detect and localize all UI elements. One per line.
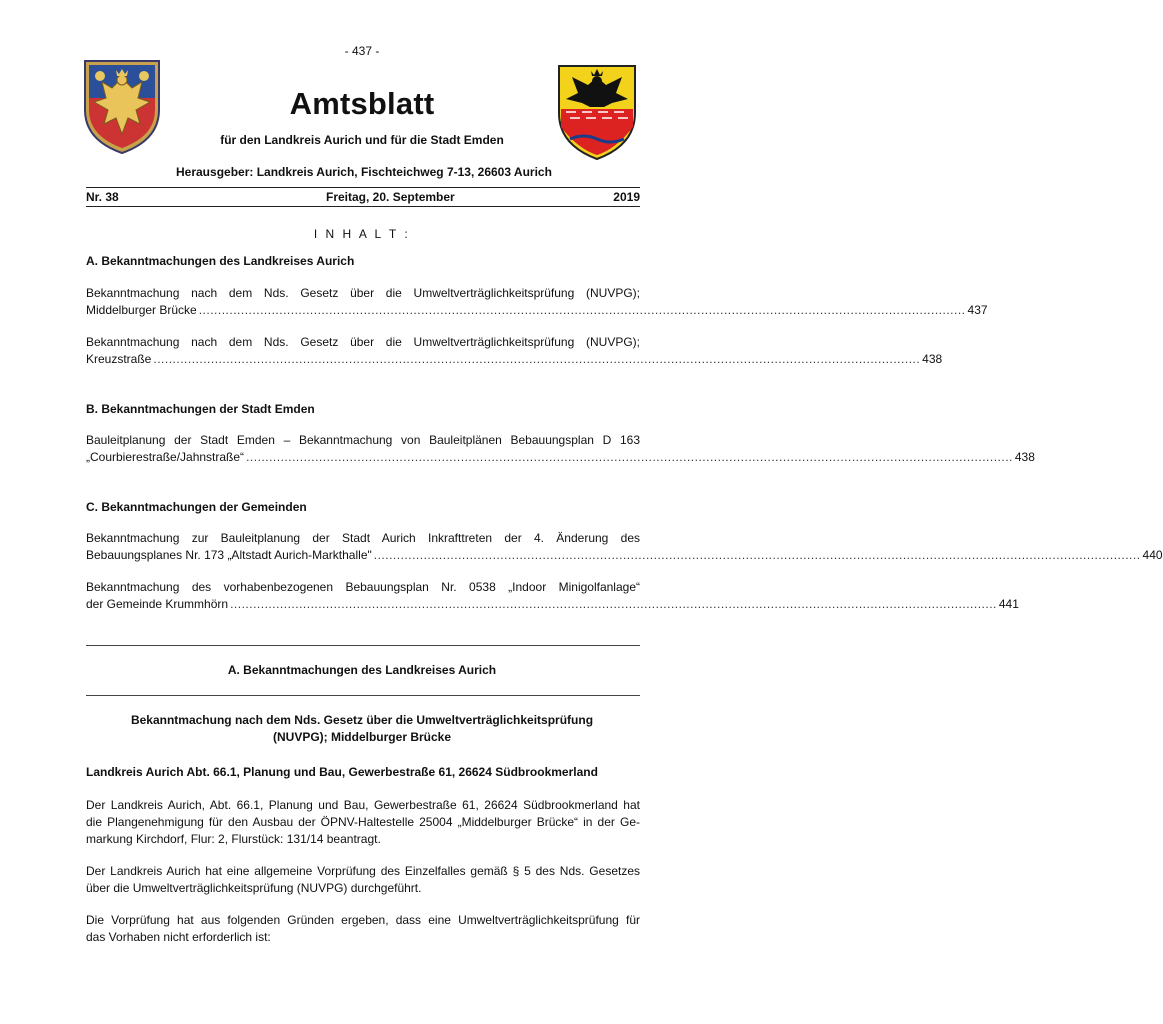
toc-heading: I N H A L T : bbox=[313, 227, 411, 241]
toc-section-b-title: B. Bekanntmachungen der Stadt Emden bbox=[86, 402, 315, 416]
paragraph bbox=[86, 912, 640, 946]
toc-entry-page: 441 bbox=[998, 597, 1019, 611]
toc-entry[interactable] bbox=[86, 432, 1035, 466]
toc-entry-line2: Bebauungsplanes Nr. 173 „Altstadt Aurich-Markthalle" bbox=[86, 548, 372, 562]
toc-entry-line2: „Courbierestraße/Jahnstraße“ bbox=[86, 450, 245, 464]
leader-dots: ........................................................................................................................................................................................................ bbox=[246, 450, 1013, 464]
paragraph bbox=[86, 863, 640, 897]
divider bbox=[86, 645, 640, 646]
paragraph-line: Der Landkreis Aurich hat eine allgemeine Vorprüfung des Einzelfalles gemäß § 5 des Nds. Gesetzes bbox=[86, 864, 640, 878]
paragraph-line: Die Vorprüfung hat aus folgenden Gründen ergeben, dass eine Umweltverträglichkeitsprüfung für bbox=[86, 913, 640, 927]
toc-entry-page: 437 bbox=[967, 303, 988, 317]
paragraph-line: über die Umweltverträglichkeitsprüfung (NUVPG) durchgeführt. bbox=[86, 881, 422, 895]
toc-entry-line1: Bauleitplanung der Stadt Emden – Bekanntmachung von Bauleitplänen Bebauungsplan D 163 bbox=[86, 433, 640, 447]
toc-entry[interactable] bbox=[86, 285, 988, 319]
paragraph bbox=[86, 797, 640, 848]
gazette-title: Amtsblatt bbox=[289, 86, 435, 121]
article-title-line1: Bekanntmachung nach dem Nds. Gesetz über die Umweltverträglichkeitsprüfung bbox=[130, 713, 594, 727]
toc-entry-line1: Bekanntmachung zur Bauleitplanung der Stadt Aurich Inkrafttreten der 4. Änderung des bbox=[86, 531, 640, 545]
toc-entry[interactable] bbox=[86, 579, 1019, 613]
article-title-line2: (NUVPG); Middelburger Brücke bbox=[272, 730, 452, 744]
toc-entry-line1: Bekanntmachung nach dem Nds. Gesetz über die Umweltverträglichkeitsprüfung (NUVPG); bbox=[86, 286, 640, 300]
issue-date: Freitag, 20. September bbox=[326, 190, 455, 204]
issue-year: 2019 bbox=[613, 190, 640, 204]
issue-bar bbox=[86, 187, 640, 207]
toc-entry-line2: der Gemeinde Krummhörn bbox=[86, 597, 229, 611]
toc-section-a-title: A. Bekanntmachungen des Landkreises Aurich bbox=[86, 254, 355, 268]
gazette-subtitle: für den Landkreis Aurich und für die Stadt Emden bbox=[220, 133, 504, 147]
toc-entry-line2: Middelburger Brücke bbox=[86, 303, 197, 317]
article-title bbox=[0, 712, 724, 746]
section-heading: A. Bekanntmachungen des Landkreises Aurich bbox=[227, 663, 497, 677]
toc-section-c-title: C. Bekanntmachungen der Gemeinden bbox=[86, 500, 307, 514]
leader-dots: ........................................................................................................................................................................................................ bbox=[153, 352, 921, 366]
paragraph-line: Der Landkreis Aurich, Abt. 66.1, Planung und Bau, Gewerbestraße 61, 26624 Südbrookmerland hat bbox=[86, 798, 640, 812]
paragraph-line: die Plangenehmigung für den Ausbau der ÖPNV-Haltestelle 25004 „Middelburger Brücke“ in der Ge- bbox=[86, 815, 640, 829]
leader-dots: ........................................................................................................................................................................................................ bbox=[373, 548, 1141, 562]
toc-entry-page: 440 bbox=[1142, 548, 1163, 562]
paragraph-line: markung Kirchdorf, Flur: 2, Flurstück: 131/14 beantragt. bbox=[86, 832, 381, 846]
paragraph-line: das Vorhaben nicht erforderlich ist: bbox=[86, 930, 271, 944]
leader-dots: ........................................................................................................................................................................................................ bbox=[198, 303, 966, 317]
issue-number: Nr. 38 bbox=[86, 190, 119, 204]
toc-entry[interactable] bbox=[86, 334, 943, 368]
toc-entry-page: 438 bbox=[922, 352, 943, 366]
emden-coat-of-arms-logo bbox=[556, 63, 638, 166]
publisher-line: Herausgeber: Landkreis Aurich, Fischteichweg 7-13, 26603 Aurich bbox=[176, 165, 552, 179]
toc-entry-line1: Bekanntmachung nach dem Nds. Gesetz über die Umweltverträglichkeitsprüfung (NUVPG); bbox=[86, 335, 640, 349]
page-number: - 437 - bbox=[344, 44, 380, 58]
divider bbox=[86, 695, 640, 696]
toc-entry-line2: Kreuzstraße bbox=[86, 352, 152, 366]
toc-entry-page: 438 bbox=[1014, 450, 1035, 464]
toc-entry[interactable] bbox=[86, 530, 1163, 564]
leader-dots: ........................................................................................................................................................................................................ bbox=[230, 597, 997, 611]
office-line: Landkreis Aurich Abt. 66.1, Planung und Bau, Gewerbestraße 61, 26624 Südbrookmerland bbox=[86, 765, 598, 779]
toc-entry-line1: Bekanntmachung des vorhabenbezogenen Bebauungsplan Nr. 0538 „Indoor Minigolfanlage“ bbox=[86, 580, 640, 594]
